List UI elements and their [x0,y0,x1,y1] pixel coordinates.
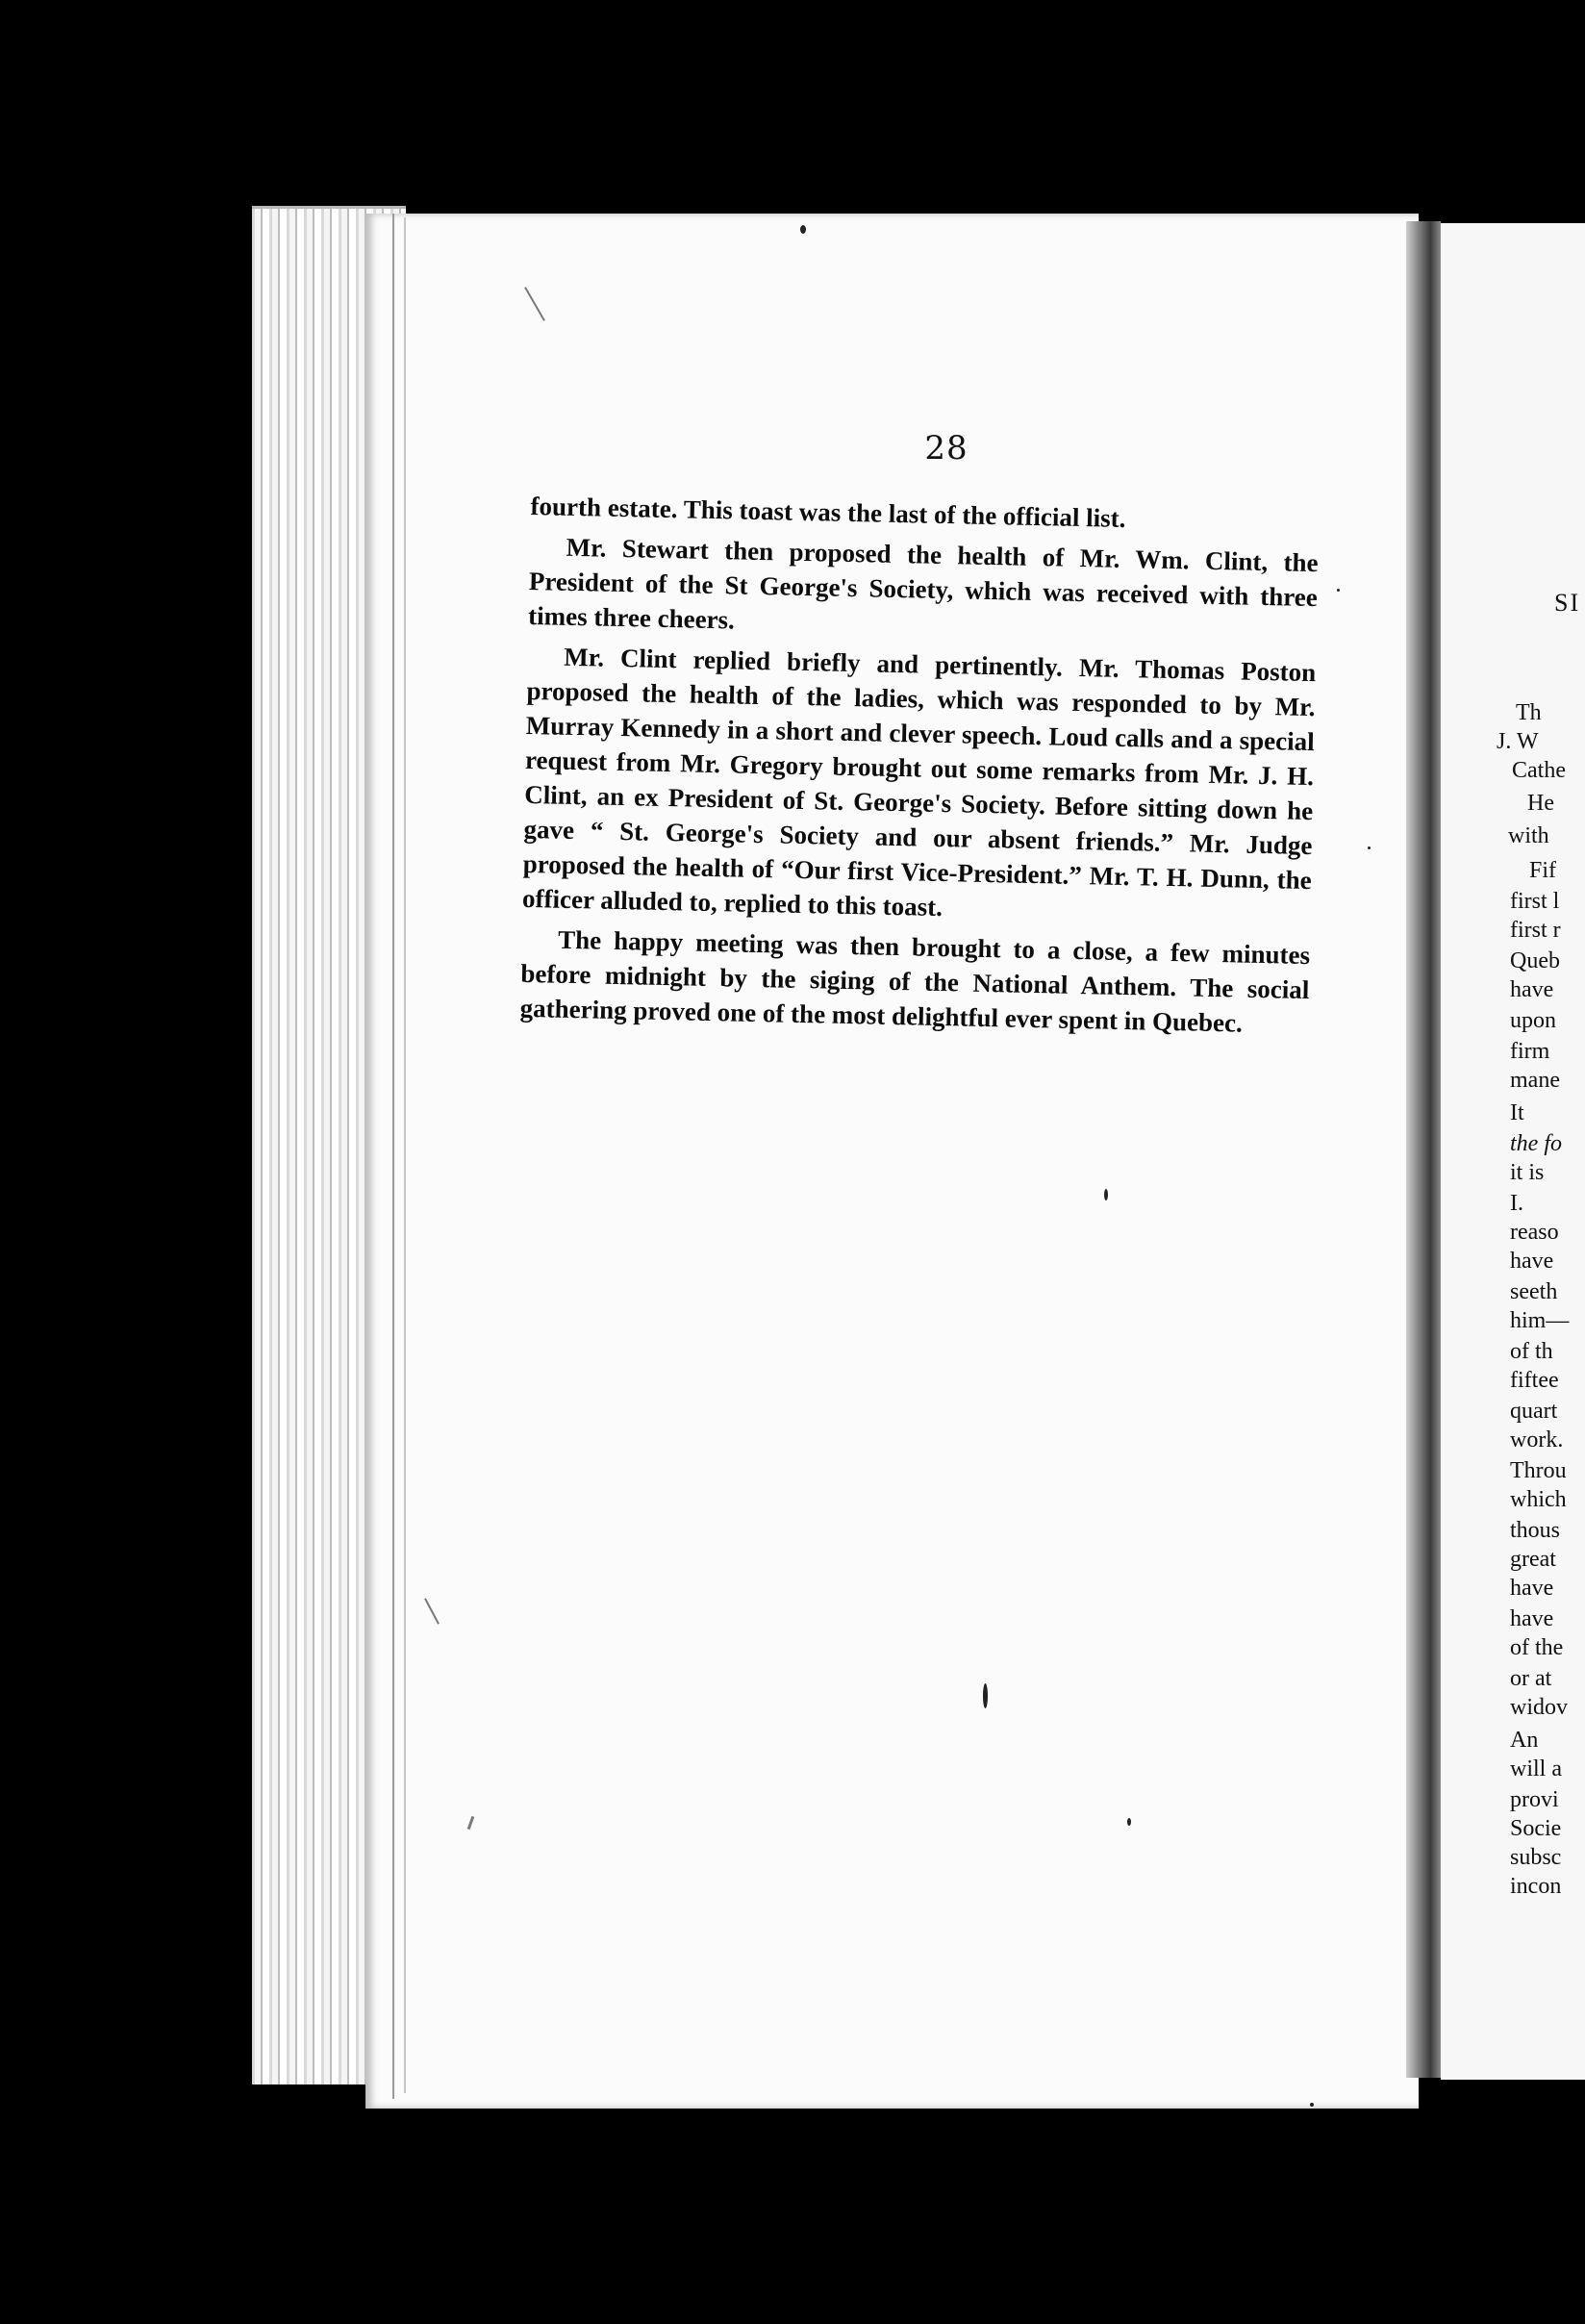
page-border-line [404,217,406,2093]
paragraph: Mr. Clint replied briefly and pertinently. Mr. Thomas Poston proposed the health of the ladies, which was responded to by Mr. Murray Kennedy in a short and clever speech. Loud calls and a special request from Mr. Gregory brought out some remarks from Mr. J. H. Clint, an ex President of St. George's Society. Before sitting down he gave “ St. George's Society and our absent friends.” Mr. Judge proposed the health of “Our first Vice-President.” Mr. T. H. Dunn, the officer alluded to, replied to this toast. [521,642,1317,922]
book-gutter [1406,221,1441,2078]
right-page-line-fragment: first l [1510,889,1560,914]
right-page-line-fragment: with [1508,823,1549,848]
right-page-line-fragment: J. W [1497,729,1539,754]
scan-speck [800,225,806,234]
right-page-line-fragment: SI [1554,589,1581,617]
right-page-line-fragment: upon [1510,1008,1556,1033]
right-page-line-fragment: provi [1510,1787,1559,1812]
right-page-line-fragment: of the [1510,1635,1564,1660]
scan-speck [1104,1189,1108,1200]
right-page-line-fragment: Th [1516,700,1542,725]
right-page-line-fragment: which [1510,1487,1567,1512]
right-page-line-fragment: Queb [1510,948,1560,973]
right-page-line-fragment: fiftee [1510,1368,1559,1393]
right-page-line-fragment: subsc [1510,1845,1562,1870]
right-page-line-fragment: have [1510,1249,1554,1274]
page-number [0,429,1585,467]
right-page-line-fragment: Throu [1510,1458,1567,1483]
right-page-line-fragment: firm [1510,1039,1550,1064]
scan-speck [1127,1818,1131,1826]
right-page-line-fragment: work. [1510,1427,1564,1452]
right-page-line-fragment: I. [1510,1191,1523,1216]
right-page-line-fragment: first r [1510,918,1561,943]
right-page-line-fragment: An [1510,1728,1539,1753]
scan-speck [983,1683,988,1708]
right-page-line-fragment: seeth [1510,1279,1558,1304]
right-page-line-fragment: It [1510,1100,1524,1125]
right-page-line-fragment: Socie [1510,1816,1562,1841]
right-page-line-fragment: of th [1510,1339,1553,1364]
page-body-text [519,489,1320,1048]
right-page-line-fragment: or at [1510,1666,1552,1691]
right-page-line-fragment: have [1510,1606,1554,1631]
scan-speck [1368,846,1371,849]
scan-speck [1310,2103,1314,2107]
right-page-line-fragment: mane [1510,1068,1560,1093]
right-page-line-fragment: it is [1510,1160,1545,1185]
right-page-line-fragment: He [1527,791,1554,816]
right-page-line-fragment: reaso [1510,1220,1559,1245]
right-page-line-fragment: Cathe [1512,758,1566,783]
page-border-line [392,214,394,2099]
right-page-line-fragment: widov [1510,1695,1568,1720]
right-page-line-fragment: him— [1510,1308,1570,1333]
paragraph: Mr. Stewart then proposed the health of Mr. Wm. Clint, the President of the St George's Society, which was received with three times three cheers. [527,532,1319,635]
paragraph: The happy meeting was then brought to a close, a few minutes before midnight by the siging of the National Anthem. The social gathering proved one of the most delightful ever spent in Quebec. [519,924,1311,1038]
right-page-line-fragment: thous [1510,1518,1561,1543]
right-page-line-fragment: the fo [1510,1131,1562,1156]
right-page-line-fragment: quart [1510,1399,1558,1424]
right-page-line-fragment: have [1510,977,1554,1002]
right-page-line-fragment: have [1510,1576,1554,1601]
right-page-line-fragment: incon [1510,1874,1562,1899]
scan-speck [1337,589,1340,592]
paragraph: fourth estate. This toast was the last of the official list. [530,491,1126,533]
right-page-line-fragment: great [1510,1547,1556,1572]
right-page-line-fragment: will a [1510,1756,1562,1781]
right-page-line-fragment: Fif [1529,858,1557,883]
page-number-text: 28 [924,429,969,467]
